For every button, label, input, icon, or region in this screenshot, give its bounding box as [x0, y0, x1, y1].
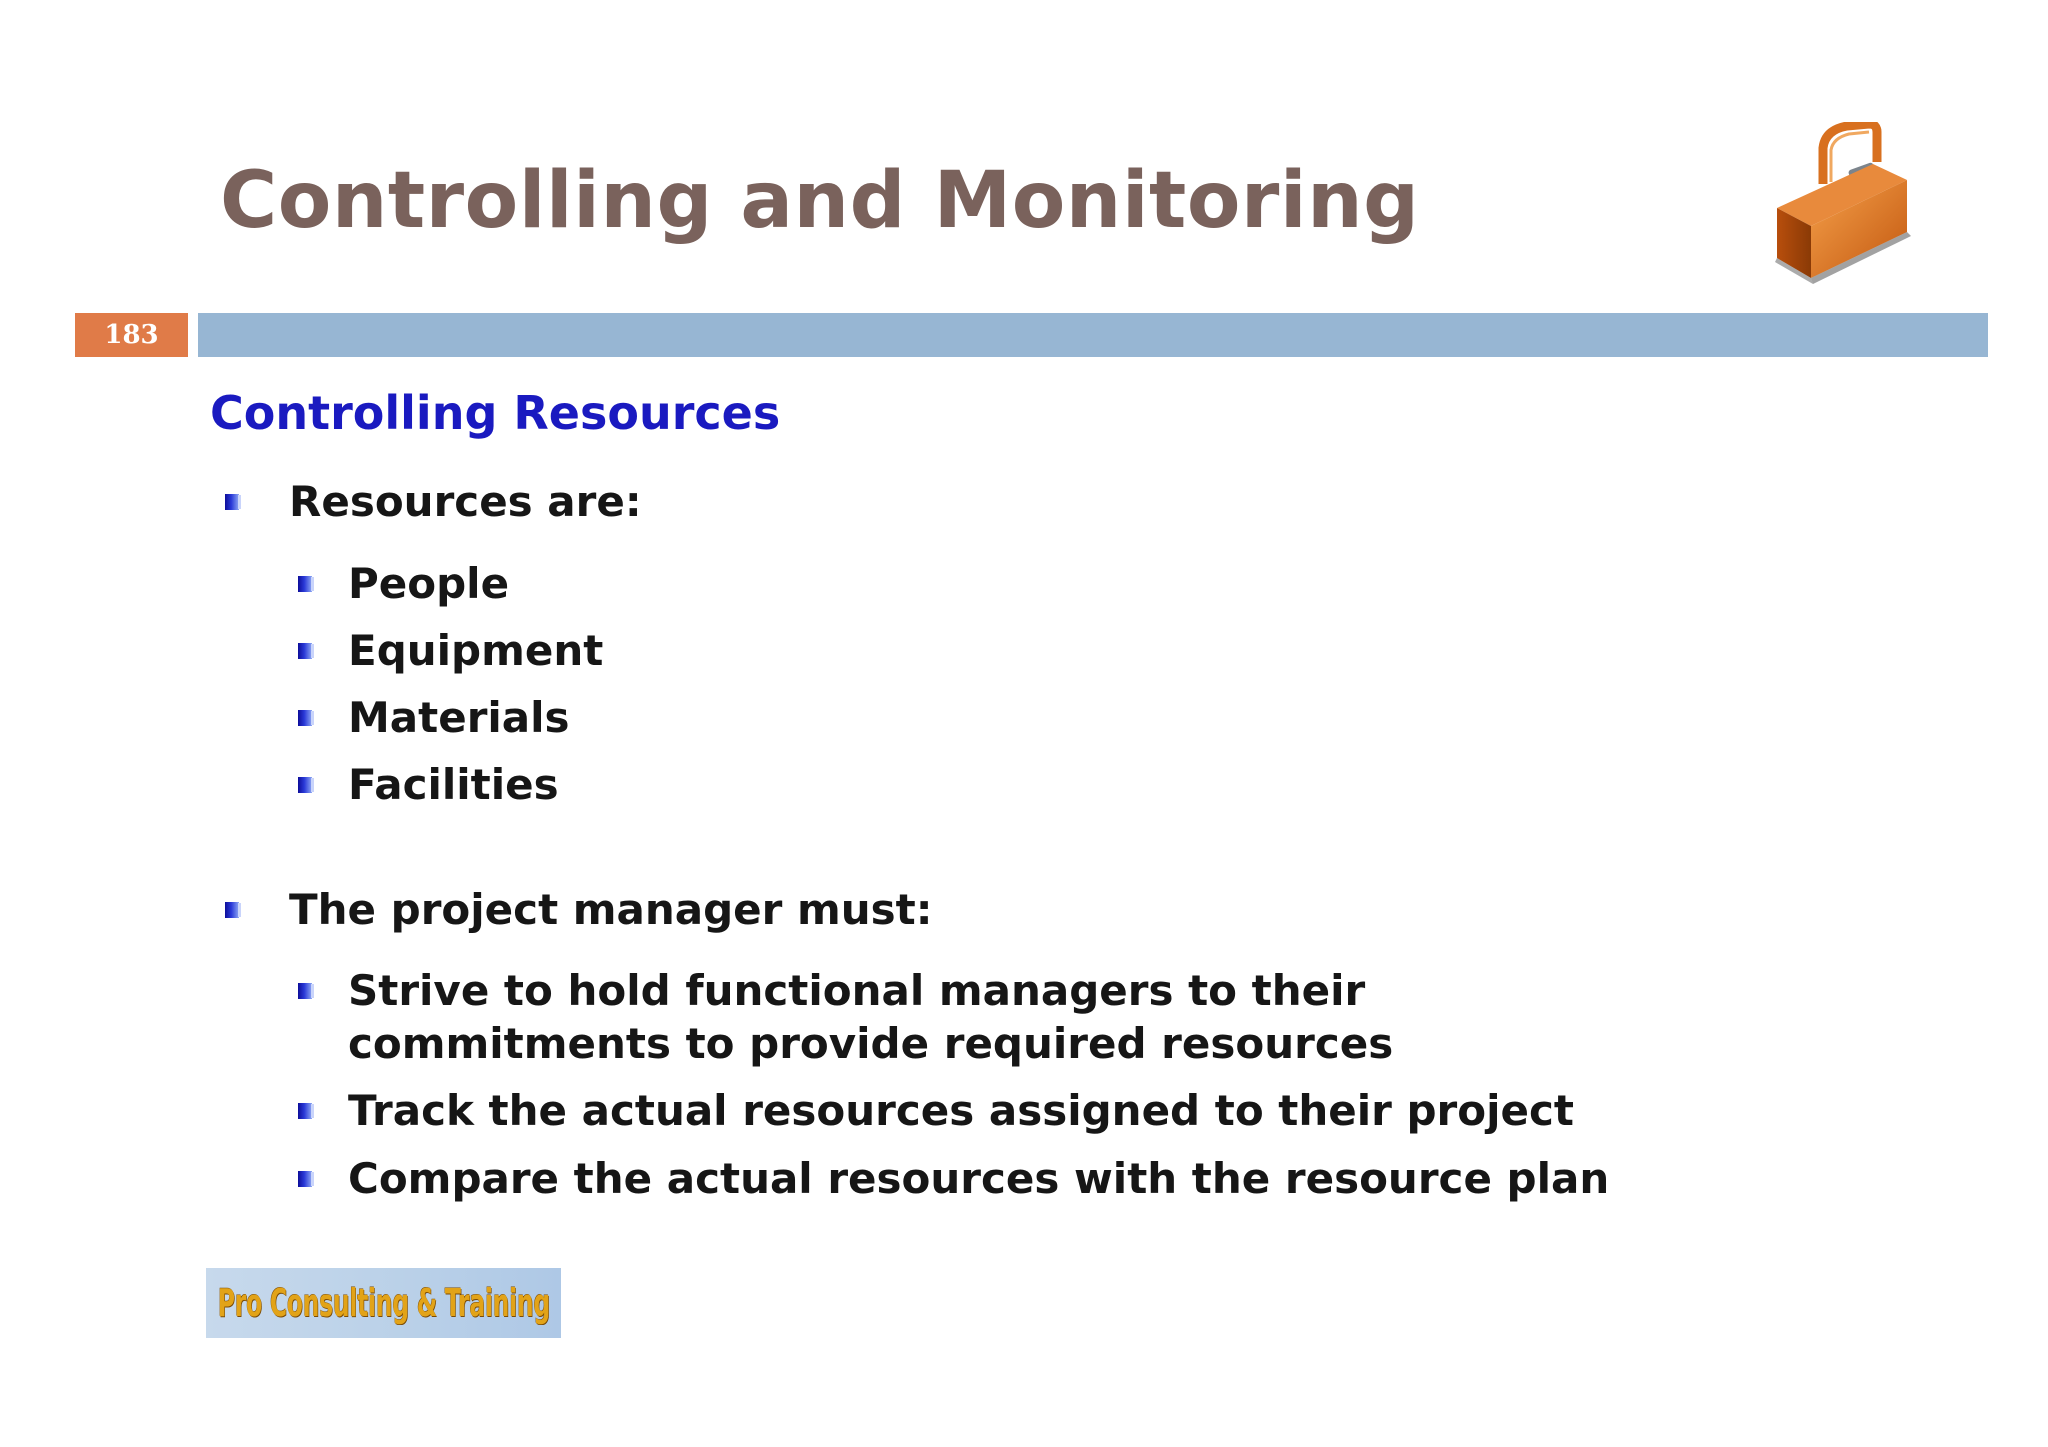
- bullet-marker-icon: [298, 983, 312, 999]
- slide-number: 183: [75, 313, 188, 357]
- bullet-marker-icon: [298, 710, 312, 726]
- slide-title: Controlling and Monitoring: [220, 156, 1420, 246]
- list-item: [298, 557, 1798, 610]
- list-item-text: Equipment: [348, 626, 604, 675]
- bullet-marker-icon: [298, 1103, 312, 1119]
- logo-text: Pro Consulting & Training: [217, 1281, 550, 1325]
- list-item-text: Facilities: [348, 760, 559, 809]
- list-item: [298, 624, 1798, 677]
- bullet-project-manager-must: [225, 883, 1725, 936]
- bullet-marker-icon: [225, 494, 239, 510]
- bullet-marker-icon: [298, 576, 312, 592]
- list-item: [298, 691, 1798, 744]
- bullet-marker-icon: [298, 643, 312, 659]
- header-band: [198, 313, 1988, 357]
- bullet-marker-icon: [298, 777, 312, 793]
- bullet-resources-are: [225, 475, 1725, 528]
- list-item-text: Compare the actual resources with the resource plan: [348, 1154, 1610, 1203]
- slide-subtitle: Controlling Resources: [210, 386, 781, 440]
- list-item-text: Strive to hold functional managers to their commitments to provide required resources: [348, 966, 1394, 1068]
- list-item: [298, 758, 1798, 811]
- list-item-text: Track the actual resources assigned to their project: [348, 1086, 1574, 1135]
- list-item: [298, 1084, 1798, 1137]
- bullet-text: The project manager must:: [289, 885, 933, 934]
- bullet-text: Resources are:: [289, 477, 642, 526]
- list-item-text: People: [348, 559, 510, 608]
- list-item: [298, 964, 1698, 1070]
- company-logo: [206, 1268, 561, 1338]
- toolbox-icon: [1765, 122, 1915, 292]
- list-item: [298, 1152, 1798, 1205]
- list-item-text: Materials: [348, 693, 570, 742]
- bullet-marker-icon: [225, 902, 239, 918]
- bullet-marker-icon: [298, 1171, 312, 1187]
